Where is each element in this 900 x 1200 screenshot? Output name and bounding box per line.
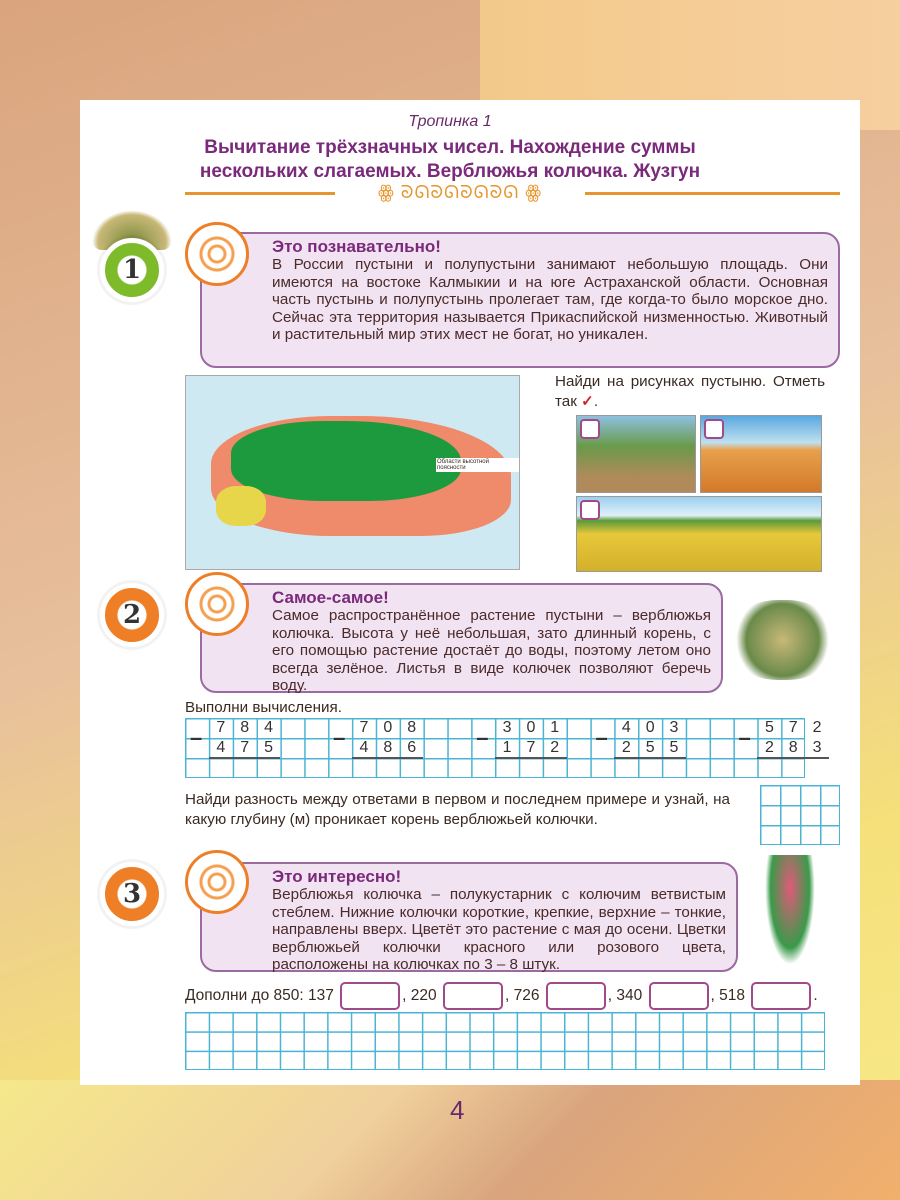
sun-icon [185, 572, 249, 636]
separator: , [504, 987, 510, 1005]
lesson-title [0, 136, 900, 184]
task-calc-label: Выполни вычисления. [185, 699, 342, 716]
mountain-photo [576, 415, 696, 493]
digit: 3 [812, 739, 822, 756]
flower-image [765, 855, 815, 965]
minus-sign: – [738, 725, 751, 750]
digit: 6 [407, 739, 417, 756]
separator: , [402, 987, 407, 1005]
digit: 0 [383, 719, 393, 736]
info-box-2 [200, 583, 723, 693]
digit: 2 [764, 739, 774, 756]
underline [495, 757, 567, 759]
digit: 4 [621, 719, 631, 736]
minus-sign: – [476, 725, 489, 750]
checkbox[interactable] [704, 419, 724, 439]
digit: 8 [240, 719, 250, 736]
number: 340 [612, 987, 647, 1005]
underline [757, 757, 829, 759]
digit: 5 [764, 719, 774, 736]
answer-input[interactable] [443, 982, 503, 1010]
camel-thorn-image [730, 600, 835, 680]
ornament-icon: ꙮ ᘐᘏᘐᘏᘐᘏᘐᘏ ꙮ [335, 182, 585, 203]
digit: 4 [216, 739, 226, 756]
info-box-3 [200, 862, 738, 972]
digit: 8 [383, 739, 393, 756]
info-text: Самое распространённое растение пустыни – верблюжья колючка. Высота у неё небольшая, зато длинный корень, с его помощью растение достаёт до воды, поэтому летом оно всегда зелёное. Листья в виде колючек позволяют беречь воду. [272, 607, 711, 695]
digit: 8 [788, 739, 798, 756]
digit: 5 [264, 739, 273, 756]
lesson-subtitle: Тропинка 1 [408, 113, 492, 130]
digit: 2 [550, 739, 560, 756]
minus-sign: – [595, 725, 608, 750]
digit: 7 [526, 739, 536, 756]
task-diff-text: Найди разность между ответами в первом и последнем примере и узнай, на какую глубину (м) проникает корень верблюжьей колючки. [185, 791, 730, 828]
underline [352, 757, 424, 759]
answer-input[interactable] [340, 982, 400, 1010]
checkbox[interactable] [580, 419, 600, 439]
checkbox[interactable] [580, 500, 600, 520]
minus-sign: – [190, 725, 203, 750]
map-legend: Области высотной поясности [436, 458, 519, 472]
digit: 0 [526, 719, 536, 736]
answer-input[interactable] [649, 982, 709, 1010]
info-heading: Это интересно! [272, 867, 402, 886]
digit: 7 [240, 739, 250, 756]
info-heading: Это познавательно! [272, 237, 441, 256]
digit: 3 [669, 719, 679, 736]
digit: 1 [502, 739, 512, 756]
section-badge-1: 1 [100, 238, 164, 302]
separator: , [710, 987, 715, 1005]
digit: 8 [407, 719, 417, 736]
digit: 5 [645, 739, 655, 756]
digit: 4 [359, 739, 369, 756]
digit: 3 [502, 719, 512, 736]
digit: 0 [645, 719, 655, 736]
task-complete [185, 982, 818, 1010]
task-complete-label: Дополни до 850: [185, 987, 304, 1005]
digit: 7 [788, 719, 798, 736]
checkmark-icon: ✓ [581, 393, 594, 410]
title-line-2: нескольких слагаемых. Верблюжья колючка. Жузгун [199, 161, 701, 182]
info-box-1 [200, 232, 840, 368]
sun-icon [185, 850, 249, 914]
info-text: Верблюжья колючка – полукустарник с колючим ветвистым стеблем. Нижние колючки короткие, крепкие, верхние – тонкие, направлены вверх. Цветёт это растение с мая до осени. Цветки верблюжьей колючки красного или розового цвета, расположены на колючках по 3 – 8 штук. [272, 886, 726, 974]
number: 726 [509, 987, 544, 1005]
separator: , [607, 987, 613, 1005]
digit: 7 [359, 719, 369, 736]
title-line-1: Вычитание трёхзначных чисел. Нахождение суммы [204, 137, 696, 158]
answer-input[interactable] [546, 982, 606, 1010]
answer-input[interactable] [751, 982, 811, 1010]
underline [614, 757, 686, 759]
section-badge-3: 3 [100, 862, 164, 926]
digit: 2 [812, 719, 822, 736]
digit: 4 [264, 719, 273, 736]
work-grid[interactable] [185, 1012, 825, 1070]
number: 220 [406, 987, 441, 1005]
calc-grid[interactable] [185, 718, 822, 778]
minus-sign: – [333, 725, 346, 750]
digit: 2 [621, 739, 631, 756]
russia-map-image [185, 375, 520, 570]
desert-photo [700, 415, 822, 493]
info-heading: Самое-самое! [272, 588, 389, 607]
digit: 5 [669, 739, 679, 756]
page-number: 4 [450, 1095, 465, 1125]
digit: 7 [216, 719, 226, 736]
number: 518 [714, 987, 750, 1005]
answer-grid[interactable] [760, 785, 840, 845]
underline [209, 757, 281, 759]
digit: 1 [550, 719, 560, 736]
task-find-desert: Найди на рисунках пустыню. Отметь так ✓. [555, 373, 825, 410]
number: 137 [307, 987, 339, 1005]
info-text: В России пустыни и полупустыни занимают небольшую площадь. Они имеются на востоке Калмыкии и на юге Астраханской области. Основная часть пустынь и полупустынь пролегает там, где когда-то было морское дно. Сейчас эта территория называется Прикаспийской низменностью. Животный и растительный мир этих мест не богат, но уникален. [272, 256, 828, 344]
section-badge-2: 2 [100, 583, 164, 647]
sun-icon [185, 222, 249, 286]
separator: . [813, 987, 818, 1005]
steppe-photo [576, 496, 822, 572]
